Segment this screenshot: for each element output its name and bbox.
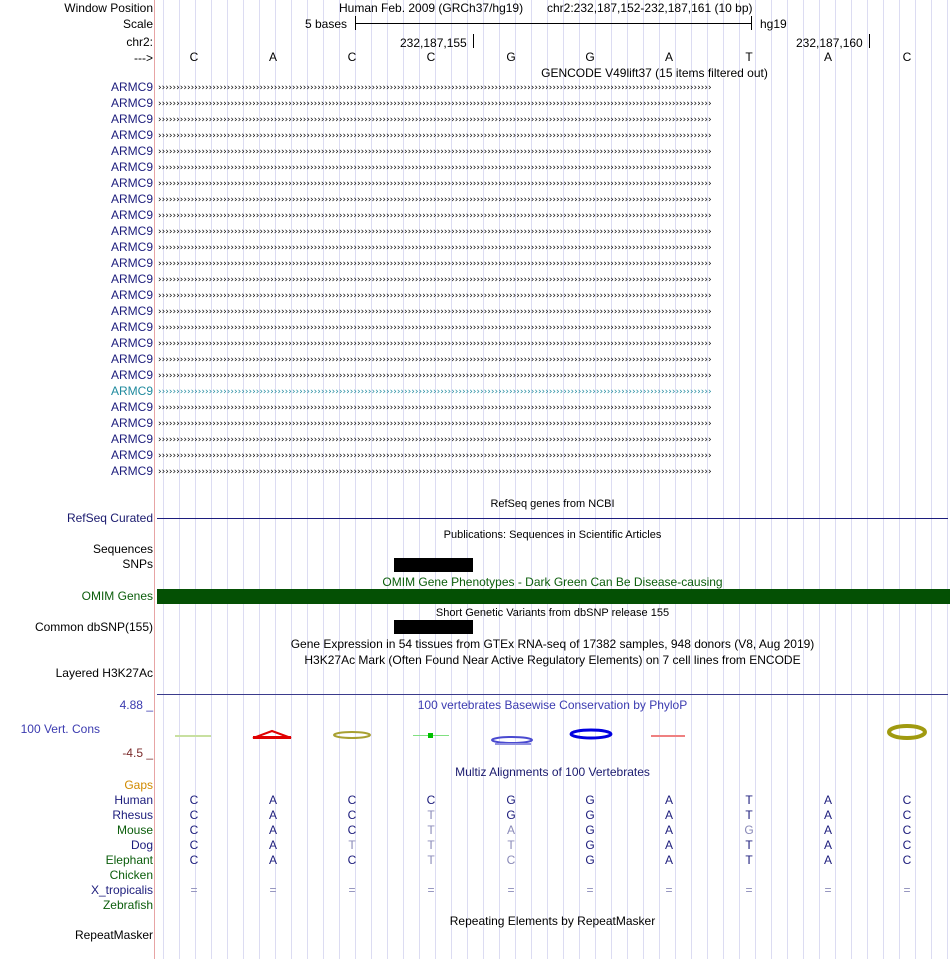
- grid-line: [931, 0, 932, 959]
- gencode-transcript-label[interactable]: ARMC9: [110, 336, 153, 350]
- alignment-base: G: [585, 823, 595, 837]
- base-letter: C: [347, 50, 357, 64]
- alignment-base: A: [268, 793, 277, 807]
- gencode-transcript[interactable]: ›››››››››››››››››››››››››››››››››››››››››››››››››››››››››››››››››››››››››››››››››››››››››››››››››››››››››››››››››››››››››››››››››››››››››››››››››››››››››: [157, 323, 711, 333]
- gencode-transcript-label[interactable]: ARMC9: [110, 432, 153, 446]
- gencode-transcript[interactable]: ›››››››››››››››››››››››››››››››››››››››››››››››››››››››››››››››››››››››››››››››››››››››››››››››››››››››››››››››››››››››››››››››››››››››››››››››››››››››››: [157, 243, 711, 253]
- gencode-transcript-label[interactable]: ARMC9: [110, 144, 153, 158]
- alignment-base: =: [348, 883, 356, 897]
- gencode-transcript[interactable]: ›››››››››››››››››››››››››››››››››››››››››››››››››››››››››››››››››››››››››››››››››››››››››››››››››››››››››››››››››››››››››››››››››››››››››››››››››››››››››: [157, 451, 711, 461]
- gencode-transcript[interactable]: ›››››››››››››››››››››››››››››››››››››››››››››››››››››››››››››››››››››››››››››››››››››››››››››››››››››››››››››››››››››››››››››››››››››››››››››››››››››››››: [157, 259, 711, 269]
- position-tick: [473, 34, 474, 48]
- gencode-transcript[interactable]: ›››››››››››››››››››››››››››››››››››››››››››››››››››››››››››››››››››››››››››››››››››››››››››››››››››››››››››››››››››››››››››››››››››››››››››››››››››››››››: [157, 179, 711, 189]
- logo-mark-c: [334, 732, 370, 738]
- snps-track-label[interactable]: SNPs: [122, 557, 153, 571]
- alignment-base: A: [664, 808, 673, 822]
- species-label[interactable]: Human: [114, 793, 153, 807]
- gencode-transcript[interactable]: ›››››››››››››››››››››››››››››››››››››››››››››››››››››››››››››››››››››››››››››››››››››››››››››››››››››››››››››››››››››››››››››››››››››››››››››››››››››››››: [157, 99, 711, 109]
- gencode-transcript[interactable]: ›››››››››››››››››››››››››››››››››››››››››››››››››››››››››››››››››››››››››››››››››››››››››››››››››››››››››››››››››››››››››››››››››››››››››››››››››››››››››: [157, 83, 711, 93]
- gencode-transcript-label[interactable]: ARMC9: [110, 448, 153, 462]
- grid-line: [371, 0, 372, 959]
- alignment-base: A: [664, 838, 673, 852]
- alignment-base: G: [506, 808, 516, 822]
- gencode-transcript[interactable]: ›››››››››››››››››››››››››››››››››››››››››››››››››››››››››››››››››››››››››››››››››››››››››››››››››››››››››››››››››››››››››››››››››››››››››››››››››››››››››: [157, 131, 711, 141]
- position-tick-label: 232,187,160: [796, 36, 863, 50]
- gencode-transcript-label[interactable]: ARMC9: [110, 128, 153, 142]
- base-letter: C: [189, 50, 199, 64]
- gencode-transcript[interactable]: ›››››››››››››››››››››››››››››››››››››››››››››››››››››››››››››››››››››››››››››››››››››››››››››››››››››››››››››››››››››››››››››››››››››››››››››››››››››››››: [157, 403, 711, 413]
- alignment-base: T: [507, 838, 515, 852]
- gencode-transcript-label[interactable]: ARMC9: [110, 272, 153, 286]
- alignment-base: C: [189, 838, 199, 852]
- alignment-base: =: [903, 883, 911, 897]
- h3k27-track-title[interactable]: H3K27Ac Mark (Often Found Near Active Regulatory Elements) on 7 cell lines from ENCODE: [304, 653, 801, 667]
- gencode-transcript-label[interactable]: ARMC9: [110, 320, 153, 334]
- grid-line: [531, 0, 532, 959]
- species-label[interactable]: Elephant: [105, 853, 153, 867]
- gencode-transcript-label[interactable]: ARMC9: [110, 384, 153, 398]
- alignment-base: =: [427, 883, 435, 897]
- alignment-base: A: [823, 823, 832, 837]
- grid-line: [323, 0, 324, 959]
- grid-line: [259, 0, 260, 959]
- gencode-transcript-label[interactable]: ARMC9: [110, 112, 153, 126]
- gaps-label: Gaps: [124, 778, 153, 792]
- phylop-logo: [155, 722, 950, 750]
- grid-line: [403, 0, 404, 959]
- scale-text: 5 bases: [305, 17, 348, 31]
- grid-line: [243, 0, 244, 959]
- species-label[interactable]: Zebrafish: [102, 898, 153, 912]
- alignment-base: C: [506, 853, 516, 867]
- omim-track-label[interactable]: OMIM Genes: [81, 589, 153, 603]
- gencode-transcript-label[interactable]: ARMC9: [110, 352, 153, 366]
- alignment-base: T: [745, 853, 753, 867]
- gencode-transcript-label[interactable]: ARMC9: [110, 192, 153, 206]
- alignment-base: T: [427, 808, 435, 822]
- alignment-base: =: [586, 883, 594, 897]
- alignment-base: C: [902, 838, 912, 852]
- alignment-base: A: [268, 823, 277, 837]
- grid-line: [483, 0, 484, 959]
- phylop-min-label: -4.5 _: [122, 746, 153, 760]
- alignment-base: G: [585, 853, 595, 867]
- grid-line: [547, 0, 548, 959]
- assembly-text: Human Feb. 2009 (GRCh37/hg19): [339, 1, 524, 15]
- gencode-transcript[interactable]: ›››››››››››››››››››››››››››››››››››››››››››››››››››››››››››››››››››››››››››››››››››››››››››››››››››››››››››››››››››››››››››››››››››››››››››››››››››››››››: [157, 147, 711, 157]
- alignment-base: C: [189, 853, 199, 867]
- window-position-label: Window Position: [64, 1, 153, 15]
- alignment-base: =: [269, 883, 277, 897]
- grid-line: [451, 0, 452, 959]
- alignment-base: C: [902, 823, 912, 837]
- gencode-transcript[interactable]: ›››››››››››››››››››››››››››››››››››››››››››››››››››››››››››››››››››››››››››››››››››››››››››››››››››››››››››››››››››››››››››››››››››››››››››››››››››››››››: [157, 275, 711, 285]
- gencode-transcript[interactable]: ›››››››››››››››››››››››››››››››››››››››››››››››››››››››››››››››››››››››››››››››››››››››››››››››››››››››››››››››››››››››››››››››››››››››››››››››››››››››››: [157, 339, 711, 349]
- position-tick: [869, 34, 870, 48]
- dbsnp-track-title[interactable]: Short Genetic Variants from dbSNP release 155: [435, 607, 670, 619]
- gencode-transcript-label[interactable]: ARMC9: [110, 80, 153, 94]
- scale-bar-right-tick: [751, 16, 752, 30]
- gencode-transcript-label[interactable]: ARMC9: [110, 208, 153, 222]
- dbsnp-feature[interactable]: [394, 620, 473, 634]
- gencode-transcript-label[interactable]: ARMC9: [110, 176, 153, 190]
- grid-line: [707, 0, 708, 959]
- alignment-base: G: [585, 793, 595, 807]
- gencode-transcript[interactable]: ›››››››››››››››››››››››››››››››››››››››››››››››››››››››››››››››››››››››››››››››››››››››››››››››››››››››››››››››››››››››››››››››››››››››››››››››››››››››››: [157, 195, 711, 205]
- gencode-transcript-label[interactable]: ARMC9: [110, 416, 153, 430]
- gencode-transcript[interactable]: ›››››››››››››››››››››››››››››››››››››››››››››››››››››››››››››››››››››››››››››››››››››››››››››››››››››››››››››››››››››››››››››››››››››››››››››››››››››››››: [157, 307, 711, 317]
- scale-db: hg19: [760, 17, 787, 31]
- phylop-max-label: 4.88 _: [119, 698, 153, 712]
- alignment-base: A: [268, 838, 277, 852]
- base-letter: A: [268, 50, 277, 64]
- alignment-base: =: [745, 883, 753, 897]
- gencode-transcript-label[interactable]: ARMC9: [110, 464, 153, 478]
- chrom-label: chr2:: [126, 35, 153, 49]
- grid-line: [387, 0, 388, 959]
- base-letter: C: [902, 50, 912, 64]
- alignment-base: T: [427, 838, 435, 852]
- gencode-transcript[interactable]: ›››››››››››››››››››››››››››››››››››››››››››››››››››››››››››››››››››››››››››››››››››››››››››››››››››››››››››››››››››››››››››››››››››››››››››››››››››››››››: [157, 163, 711, 173]
- gencode-transcript[interactable]: ›››››››››››››››››››››››››››››››››››››››››››››››››››››››››››››››››››››››››››››››››››››››››››››››››››››››››››››››››››››››››››››››››››››››››››››››››››››››››: [157, 355, 711, 365]
- grid-line: [787, 0, 788, 959]
- species-label[interactable]: Mouse: [116, 823, 153, 837]
- species-label[interactable]: Chicken: [109, 868, 153, 882]
- alignment-base: C: [347, 793, 357, 807]
- strand-label: --->: [134, 51, 153, 65]
- gencode-transcript[interactable]: ›››››››››››››››››››››››››››››››››››››››››››››››››››››››››››››››››››››››››››››››››››››››››››››››››››››››››››››››››››››››››››››››››››››››››››››››››››››››››: [157, 387, 711, 397]
- alignment-base: C: [902, 853, 912, 867]
- species-label[interactable]: Rhesus: [112, 808, 153, 822]
- alignment-base: C: [189, 808, 199, 822]
- base-letter: A: [664, 50, 673, 64]
- grid-line: [163, 0, 164, 959]
- alignment-base: T: [745, 808, 753, 822]
- alignment-base: C: [347, 808, 357, 822]
- gencode-transcript-label[interactable]: ARMC9: [110, 368, 153, 382]
- alignment-base: T: [745, 793, 753, 807]
- sidebar-divider: [154, 0, 155, 959]
- pubs-track-label[interactable]: Sequences: [92, 542, 153, 556]
- gencode-transcript-label[interactable]: ARMC9: [110, 400, 153, 414]
- alignment-base: =: [824, 883, 832, 897]
- grid-line: [291, 0, 292, 959]
- gencode-transcript[interactable]: ›››››››››››››››››››››››››››››››››››››››››››››››››››››››››››››››››››››››››››››››››››››››››››››››››››››››››››››››››››››››››››››››››››››››››››››››››››››››››: [157, 371, 711, 381]
- grid-line: [627, 0, 628, 959]
- grid-line: [339, 0, 340, 959]
- grid-line: [211, 0, 212, 959]
- logo-mark: [175, 735, 211, 737]
- gencode-transcript-label[interactable]: ARMC9: [110, 96, 153, 110]
- alignment-base: A: [664, 793, 673, 807]
- base-letter: G: [506, 50, 516, 64]
- grid-line: [643, 0, 644, 959]
- grid-line: [867, 0, 868, 959]
- alignment-base: C: [189, 823, 199, 837]
- species-label[interactable]: Dog: [130, 838, 153, 852]
- alignment-base: A: [823, 853, 832, 867]
- base-letter: A: [823, 50, 832, 64]
- alignment-base: G: [506, 793, 516, 807]
- grid-line: [419, 0, 420, 959]
- species-label[interactable]: X_tropicalis: [90, 883, 153, 897]
- gencode-transcript-label[interactable]: ARMC9: [110, 240, 153, 254]
- alignment-base: G: [585, 808, 595, 822]
- alignment-base: =: [507, 883, 515, 897]
- base-letter: T: [745, 50, 753, 64]
- rmsk-track-label[interactable]: RepeatMasker: [74, 928, 153, 942]
- omim-track-title[interactable]: OMIM Gene Phenotypes - Dark Green Can Be Disease-causing: [382, 575, 723, 589]
- phylop-track-title[interactable]: 100 vertebrates Basewise Conservation by PhyloP: [417, 698, 688, 712]
- grid-line: [723, 0, 724, 959]
- gencode-transcript[interactable]: ›››››››››››››››››››››››››››››››››››››››››››››››››››››››››››››››››››››››››››››››››››››››››››››››››››››››››››››››››››››››››››››››››››››››››››››››››››››››››: [157, 227, 711, 237]
- alignment-base: C: [347, 853, 357, 867]
- grid-line: [771, 0, 772, 959]
- alignment-base: A: [506, 823, 515, 837]
- logo-mark-c2: [889, 726, 925, 738]
- alignment-base: C: [902, 808, 912, 822]
- alignment-base: A: [823, 793, 832, 807]
- gencode-transcript-label[interactable]: ARMC9: [110, 256, 153, 270]
- alignment-base: C: [189, 793, 199, 807]
- gencode-transcript[interactable]: ›››››››››››››››››››››››››››››››››››››››››››››››››››››››››››››››››››››››››››››››››››››››››››››››››››››››››››››››››››››››››››››››››››››››››››››››››››››››››: [157, 419, 711, 429]
- alignment-base: T: [427, 823, 435, 837]
- grid-line: [611, 0, 612, 959]
- gencode-transcript[interactable]: ›››››››››››››››››››››››››››››››››››››››››››››››››››››››››››››››››››››››››››››››››››››››››››››››››››››››››››››››››››››››››››››››››››››››››››››››››››››››››: [157, 115, 711, 125]
- h3k27-baseline: [157, 694, 948, 695]
- gencode-transcript[interactable]: ›››››››››››››››››››››››››››››››››››››››››››››››››››››››››››››››››››››››››››››››››››››››››››››››››››››››››››››››››››››››››››››››››››››››››››››››››››››››››: [157, 435, 711, 445]
- alignment-base: =: [665, 883, 673, 897]
- snp-feature[interactable]: [394, 558, 473, 572]
- alignment-base: A: [823, 838, 832, 852]
- grid-line: [947, 0, 948, 959]
- grid-line: [883, 0, 884, 959]
- logo-mark-g: [492, 737, 532, 743]
- alignment-base: T: [427, 853, 435, 867]
- alignment-base: A: [664, 823, 673, 837]
- alignment-base: G: [585, 838, 595, 852]
- alignment-base: A: [268, 853, 277, 867]
- logo-mark-g2: [571, 730, 611, 738]
- grid-line: [563, 0, 564, 959]
- position-tick-label: 232,187,155: [400, 36, 467, 50]
- alignment-base: C: [902, 793, 912, 807]
- position-text: chr2:232,187,152-232,187,161 (10 bp): [547, 1, 753, 15]
- omim-gene-bar[interactable]: [157, 589, 950, 604]
- gencode-transcript-label[interactable]: ARMC9: [110, 288, 153, 302]
- grid-line: [851, 0, 852, 959]
- grid-line: [307, 0, 308, 959]
- alignment-base: T: [745, 838, 753, 852]
- refseq-track-label[interactable]: RefSeq Curated: [66, 511, 153, 525]
- alignment-base: =: [190, 883, 198, 897]
- logo-mark-a2: [651, 735, 685, 737]
- gencode-transcript[interactable]: ›››››››››››››››››››››››››››››››››››››››››››››››››››››››››››››››››››››››››››››››››››››››››››››››››››››››››››››››››››››››››››››››››››››››››››››››››››››››››: [157, 211, 711, 221]
- rmsk-track-title[interactable]: Repeating Elements by RepeatMasker: [449, 914, 656, 928]
- alignment-base: A: [664, 853, 673, 867]
- scale-label: Scale: [122, 17, 153, 31]
- scale-bar: [355, 23, 751, 24]
- refseq-track-title[interactable]: RefSeq genes from NCBI: [490, 498, 615, 510]
- alignment-base: G: [744, 823, 754, 837]
- base-letter: G: [585, 50, 595, 64]
- alignment-base: A: [268, 808, 277, 822]
- dbsnp-track-label[interactable]: Common dbSNP(155): [34, 620, 153, 634]
- multiz-track-title[interactable]: Multiz Alignments of 100 Vertebrates: [455, 765, 650, 779]
- gencode-transcript[interactable]: ›››››››››››››››››››››››››››››››››››››››››››››››››››››››››››››››››››››››››››››››››››››››››››››››››››››››››››››››››››››››››››››››››››››››››››››››››››››››››: [157, 467, 711, 477]
- alignment-base: C: [347, 823, 357, 837]
- gencode-transcript-label[interactable]: ARMC9: [110, 160, 153, 174]
- grid-line: [179, 0, 180, 959]
- phylop-track-label[interactable]: 100 Vert. Cons: [20, 722, 100, 736]
- h3k27-track-label[interactable]: Layered H3K27Ac: [55, 666, 153, 680]
- grid-line: [467, 0, 468, 959]
- alignment-base: C: [426, 793, 436, 807]
- alignment-base: A: [823, 808, 832, 822]
- base-letter: C: [426, 50, 436, 64]
- alignment-base: T: [348, 838, 356, 852]
- pubs-track-title[interactable]: Publications: Sequences in Scientific Articles: [443, 529, 662, 541]
- grid-line: [499, 0, 500, 959]
- scale-bar-left-tick: [355, 16, 356, 30]
- gencode-transcript-label[interactable]: ARMC9: [110, 304, 153, 318]
- grid-line: [227, 0, 228, 959]
- gencode-transcript[interactable]: ›››››››››››››››››››››››››››››››››››››››››››››››››››››››››››››››››››››››››››››››››››››››››››››››››››››››››››››››››››››››››››››››››››››››››››››››››››››››››: [157, 291, 711, 301]
- gencode-transcript-label[interactable]: ARMC9: [110, 224, 153, 238]
- grid-line: [803, 0, 804, 959]
- refseq-line: [157, 518, 948, 519]
- gtex-track-title[interactable]: Gene Expression in 54 tissues from GTEx RNA-seq of 17382 samples, 948 donors (V8, Aug 2019): [290, 637, 815, 651]
- gencode-track-title[interactable]: GENCODE V49lift37 (15 items filtered out): [541, 66, 768, 80]
- grid-line: [691, 0, 692, 959]
